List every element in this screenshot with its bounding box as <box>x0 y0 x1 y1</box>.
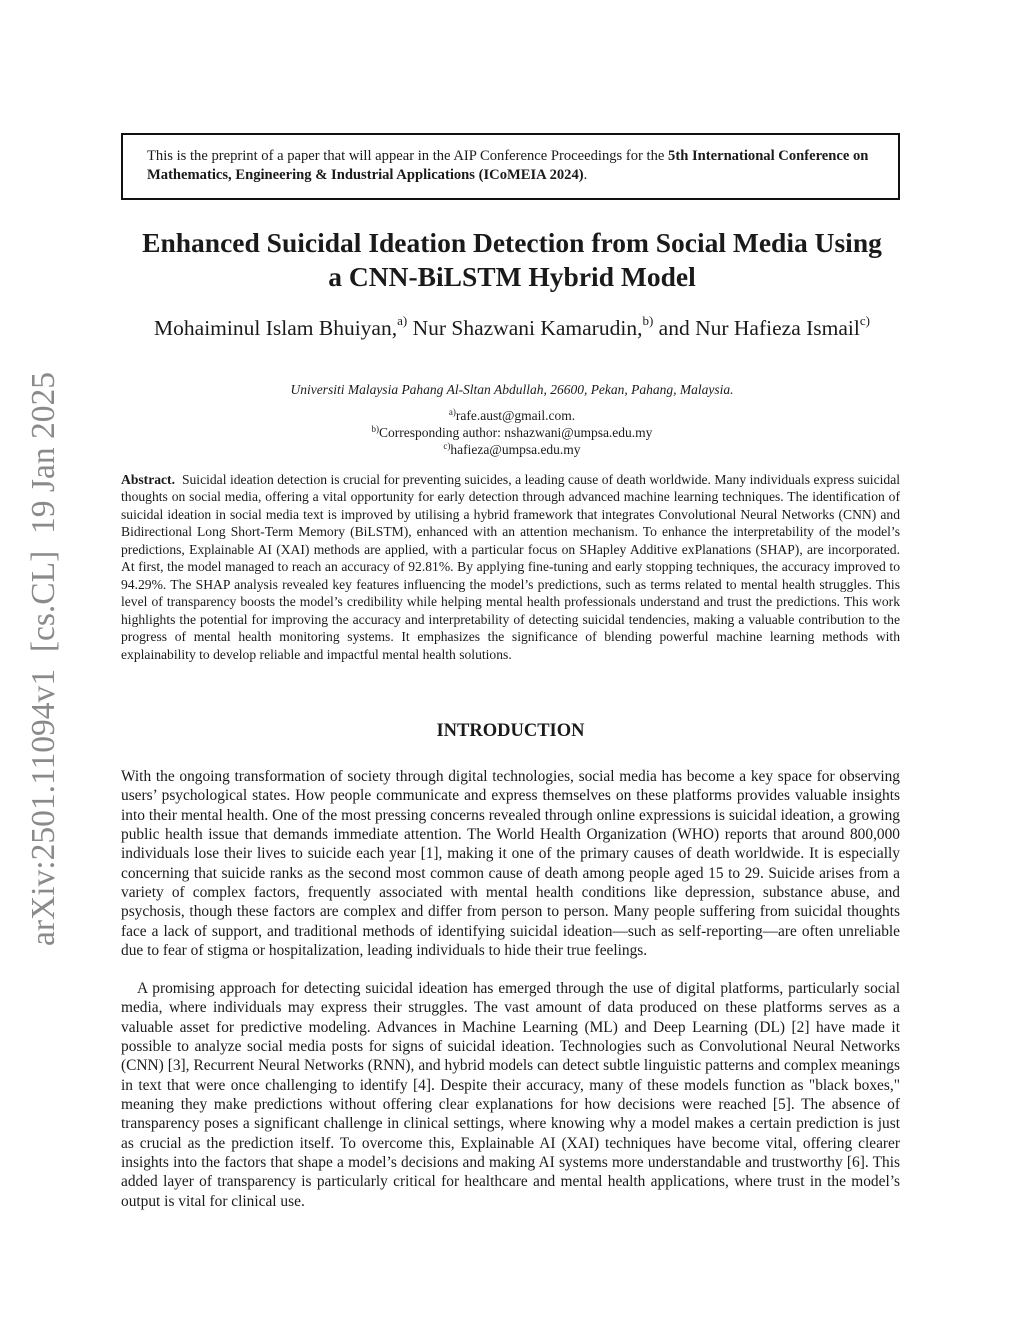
email-b-text: Corresponding author: nshazwani@umpsa.edu.my <box>379 425 653 440</box>
title-line-1: Enhanced Suicidal Ideation Detection from Social Media Using <box>142 227 882 258</box>
email-c-text: hafieza@umpsa.edu.my <box>450 442 581 457</box>
notice-suffix: . <box>583 167 588 183</box>
author-list <box>110 314 914 342</box>
notice-text: This is the preprint of a paper that will appear in the AIP Conference Proceedings for the <box>147 148 669 164</box>
author-3: and Nur Hafieza Ismail <box>653 316 860 340</box>
abstract-label: Abstract. <box>121 472 175 487</box>
preprint-notice-box <box>121 133 900 200</box>
author-3-marker: c) <box>859 313 870 328</box>
arxiv-identifier-stamp <box>2 368 74 948</box>
affiliation: Universiti Malaysia Pahang Al-Sltan Abdullah, 26600, Pekan, Pahang, Malaysia. <box>290 382 734 397</box>
email-c-marker: c) <box>443 441 451 451</box>
author-1-marker: a) <box>397 313 408 328</box>
abstract <box>121 471 900 663</box>
author-2-marker: b) <box>642 313 654 328</box>
title-line-2: a CNN-BiLSTM Hybrid Model <box>328 261 696 292</box>
email-c <box>110 441 914 458</box>
email-b <box>110 424 914 441</box>
abstract-text: Suicidal ideation detection is crucial for preventing suicides, a leading cause of death worldwide. Many individuals express suicidal thoughts on social media, offering a vital opportunity for early detection through advanced machine learning techniques. The identification of suicidal ideation in social media text is improved by utilising a hybrid framework that integrates Convolutional Neural Networks (CNN) and Bidirectional Long Short-Term Memory (BiLSTM), enhanced with an attention mechanism. To enhance the interpretability of the model’s predictions, Explainable AI (XAI) methods are applied, with a particular focus on SHapley Additive exPlanations (SHAP), are incorporated. At first, the model managed to reach an accuracy of 92.81%. By applying fine-tuning and early stopping techniques, the accuracy improved to 94.29%. The SHAP analysis revealed key features influencing the model’s predictions, such as terms related to mental health struggles. This level of transparency boosts the model’s credibility while helping mental health professionals understand and trust the predictions. This work highlights the potential for improving the accuracy and interpretability of detecting suicidal tendencies, making a valuable contribution to the progress of mental health monitoring systems. It emphasizes the significance of blending powerful machine learning methods with explainability to develop reliable and impactful mental health solutions. <box>121 472 901 662</box>
email-a <box>110 407 914 424</box>
conference-name: 5th International Conference on Mathematics, Engineering & Industrial Applications (ICoMEIA 2024) <box>147 148 869 183</box>
author-2: Nur Shazwani Kamarudin, <box>407 316 643 340</box>
arxiv-stamp-text: arXiv:2501.11094v1 [cs.CL] 19 Jan 2025 <box>25 372 62 946</box>
introduction-paragraph-1: With the ongoing transformation of society through digital technologies, social media has become a key space for observing users’ psychological states. How people communicate and express themselves on these platforms provides valuable insights into their mental health. One of the most pressing concerns revealed through online expressions is suicidal ideation, a growing public health issue that demands immediate attention. The World Health Organization (WHO) reports that around 800,000 individuals lose their lives to suicide each year [1], making it one of the primary causes of death worldwide. It is especially concerning that suicide ranks as the second most common cause of death among people aged 15 to 29. Suicide arises from a variety of complex factors, frequently associated with mental health conditions like depression, substance abuse, and psychosis, though these factors are complex and differ from person to person. Many people suffering from suicidal thoughts face a lack of support, and traditional methods of identifying suicidal ideation—such as self-reporting—are often unreliable due to fear of stigma or hospitalization, leading individuals to hide their true feelings. <box>121 768 900 960</box>
email-b-marker: b) <box>371 424 380 434</box>
author-1: Mohaiminul Islam Bhuiyan, <box>154 316 398 340</box>
email-a-marker: a) <box>448 407 456 417</box>
introduction-paragraph-2: A promising approach for detecting suicidal ideation has emerged through the use of digital platforms, particularly social media, where individuals may express their struggles. The vast amount of data produced on these platforms serves as a valuable asset for predictive modeling. Advances in Machine Learning (ML) and Deep Learning (DL) [2] have made it possible to analyze social media posts for signs of suicidal ideation. Technologies such as Convolutional Neural Networks (CNN) [3], Recurrent Neural Networks (RNN), and hybrid models can detect subtle linguistic patterns and complex meanings in text that were once challenging to identify [4]. Despite their accuracy, many of these models function as "black boxes," meaning they make predictions without offering clear explanations for how decisions were reached [5]. The absence of transparency poses a significant challenge in clinical settings, where knowing why a model makes a certain prediction is just as crucial as the prediction itself. To overcome this, Explainable AI (XAI) techniques have become vital, offering clearer insights into the factors that shape a model’s decisions and making AI systems more understandable and trustworthy [6]. This added layer of transparency is particularly critical for healthcare and mental health applications, where trust in the model’s output is vital for clinical use. <box>121 980 900 1210</box>
paper-title <box>100 226 924 294</box>
email-a-text: rafe.aust@gmail.com. <box>455 408 576 423</box>
section-heading-introduction: INTRODUCTION <box>436 721 585 741</box>
